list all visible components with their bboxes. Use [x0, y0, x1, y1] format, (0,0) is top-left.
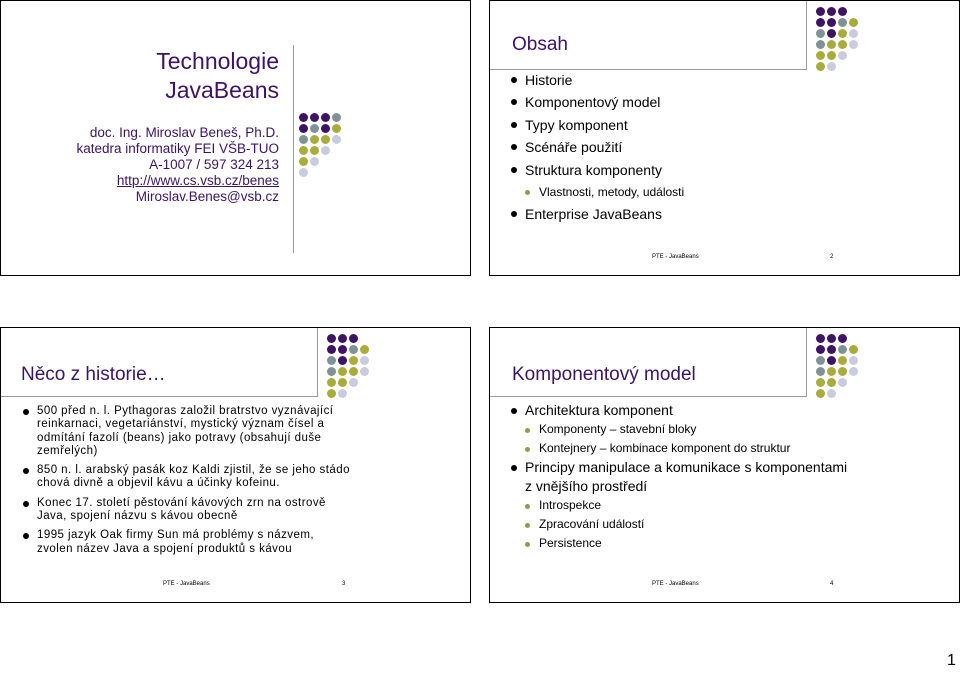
- title-underline: [1, 396, 318, 397]
- title-line-2: JavaBeans: [165, 77, 279, 103]
- decorative-dot: [349, 378, 358, 387]
- decorative-dot: [849, 367, 858, 376]
- list-item: 500 před n. l. Pythagoras založil bratrstvo vyznávající reinkarnaci, vegetariánství, mystický význam čísel a odmítání fazolí (beans) jako potravy (obsahují duše zemřelých): [22, 405, 352, 458]
- slide-title: Něco z historie…: [21, 364, 166, 385]
- decorative-dot: [816, 7, 825, 16]
- history-list: [22, 405, 352, 562]
- decorative-dot: [849, 18, 858, 27]
- decorative-dot: [849, 29, 858, 38]
- decorative-dot: [838, 389, 847, 398]
- list-item: 850 n. l. arabský pasák koz Kaldi zjistil, že se jeho stádo chová divně a objevil kávu a účinky kofeinu.: [22, 464, 352, 491]
- decorative-dot: [332, 113, 341, 122]
- decorative-dot: [327, 367, 336, 376]
- decorative-dot: [849, 389, 858, 398]
- decorative-dot: [332, 135, 341, 144]
- decorative-dot: [310, 157, 319, 166]
- decorative-dot: [360, 389, 369, 398]
- decorative-dot: [327, 334, 336, 343]
- email: Miroslav.Benes@vsb.cz: [135, 189, 279, 204]
- presentation-title: [156, 47, 279, 105]
- decorative-dot: [338, 378, 347, 387]
- slide-3: [0, 327, 471, 603]
- list-subitem: Zpracování událostí: [510, 515, 850, 534]
- decorative-dot: [360, 345, 369, 354]
- decorative-dot: [332, 168, 341, 177]
- decorative-dot: [299, 113, 308, 122]
- slide-footer: PTE - JavaBeans: [163, 581, 210, 587]
- decorative-dot: [838, 367, 847, 376]
- decorative-dot: [838, 51, 847, 60]
- decorative-dot: [849, 345, 858, 354]
- homepage-link[interactable]: http://www.cs.vsb.cz/benes: [116, 173, 279, 188]
- decorative-dot: [838, 345, 847, 354]
- decorative-dot: [327, 356, 336, 365]
- divider-line: [293, 45, 294, 253]
- decorative-dot: [816, 378, 825, 387]
- slide-footer: PTE - JavaBeans: [652, 254, 699, 260]
- decorative-dot: [838, 334, 847, 343]
- decorative-dot: [299, 146, 308, 155]
- decorative-dot: [849, 378, 858, 387]
- list-subitem: Persistence: [510, 534, 850, 553]
- list-subitem: Introspekce: [510, 496, 850, 515]
- decorative-dot: [827, 378, 836, 387]
- decorative-dot: [827, 51, 836, 60]
- decorative-dot: [849, 356, 858, 365]
- slide-2: [489, 0, 960, 276]
- decorative-dot: [349, 356, 358, 365]
- decorative-dot: [849, 51, 858, 60]
- decorative-dot: [849, 334, 858, 343]
- list-item: Principy manipulace a komunikace s komponentami z vnějšího prostředí: [510, 458, 850, 496]
- decorative-dot: [310, 168, 319, 177]
- decorative-dot: [310, 146, 319, 155]
- decorative-dot: [349, 345, 358, 354]
- decorative-dots: [816, 7, 858, 71]
- list-item: Scénáře použití: [510, 136, 684, 158]
- decorative-dot: [816, 345, 825, 354]
- decorative-dot: [338, 334, 347, 343]
- decorative-dot: [321, 113, 330, 122]
- decorative-dot: [838, 356, 847, 365]
- decorative-dot: [349, 389, 358, 398]
- slide-title: Komponentový model: [512, 364, 696, 385]
- decorative-dot: [299, 157, 308, 166]
- decorative-dot: [816, 40, 825, 49]
- contents-list: [510, 69, 684, 226]
- list-subitem: Vlastnosti, metody, události: [510, 181, 684, 203]
- decorative-dot: [338, 389, 347, 398]
- divider-line: [806, 328, 807, 396]
- decorative-dot: [838, 18, 847, 27]
- decorative-dot: [327, 389, 336, 398]
- decorative-dot: [310, 124, 319, 133]
- slide-4: [489, 327, 960, 603]
- decorative-dot: [360, 367, 369, 376]
- divider-line: [317, 328, 318, 396]
- list-subitem: Komponenty – stavební bloky: [510, 420, 850, 439]
- list-subitem: Kontejnery – kombinace komponent do struktur: [510, 439, 850, 458]
- decorative-dot: [816, 356, 825, 365]
- decorative-dot: [332, 157, 341, 166]
- decorative-dot: [849, 7, 858, 16]
- decorative-dot: [321, 135, 330, 144]
- decorative-dot: [827, 367, 836, 376]
- decorative-dot: [321, 124, 330, 133]
- component-model-list: [510, 401, 850, 553]
- slide-footer: PTE - JavaBeans: [652, 581, 699, 587]
- decorative-dot: [827, 389, 836, 398]
- author-name: doc. Ing. Miroslav Beneš, Ph.D.: [89, 125, 279, 140]
- decorative-dot: [321, 157, 330, 166]
- slide-number: 4: [830, 581, 834, 587]
- decorative-dot: [360, 356, 369, 365]
- decorative-dot: [299, 124, 308, 133]
- decorative-dots: [816, 334, 858, 398]
- list-item: 1995 jazyk Oak firmy Sun má problémy s názvem, zvolen název Java a spojení produktů s kávou: [22, 529, 352, 556]
- decorative-dot: [827, 40, 836, 49]
- page-number: 1: [947, 652, 956, 669]
- decorative-dot: [827, 62, 836, 71]
- decorative-dot: [816, 334, 825, 343]
- decorative-dot: [360, 378, 369, 387]
- decorative-dot: [827, 18, 836, 27]
- decorative-dot: [827, 356, 836, 365]
- slide-number: 2: [830, 254, 834, 260]
- decorative-dot: [838, 29, 847, 38]
- decorative-dot: [849, 62, 858, 71]
- decorative-dots: [327, 334, 369, 398]
- decorative-dot: [816, 389, 825, 398]
- decorative-dot: [321, 168, 330, 177]
- list-item: Struktura komponenty: [510, 159, 684, 181]
- decorative-dot: [349, 334, 358, 343]
- decorative-dot: [827, 7, 836, 16]
- decorative-dot: [827, 29, 836, 38]
- decorative-dot: [816, 62, 825, 71]
- decorative-dot: [360, 334, 369, 343]
- decorative-dot: [816, 29, 825, 38]
- list-item: Historie: [510, 69, 684, 91]
- decorative-dot: [338, 367, 347, 376]
- decorative-dot: [310, 135, 319, 144]
- list-item: Architektura komponent: [510, 401, 850, 420]
- author-info: [76, 125, 279, 205]
- decorative-dots: [299, 113, 341, 177]
- decorative-dot: [338, 345, 347, 354]
- decorative-dot: [838, 40, 847, 49]
- decorative-dot: [349, 367, 358, 376]
- decorative-dot: [327, 345, 336, 354]
- list-item: Typy komponent: [510, 114, 684, 136]
- decorative-dot: [321, 146, 330, 155]
- decorative-dot: [816, 367, 825, 376]
- title-line-1: Technologie: [156, 48, 279, 74]
- office: A-1007 / 597 324 213: [149, 157, 279, 172]
- decorative-dot: [816, 51, 825, 60]
- decorative-dot: [332, 146, 341, 155]
- decorative-dot: [332, 124, 341, 133]
- title-underline: [490, 396, 807, 397]
- divider-line: [806, 1, 807, 69]
- list-item: Komponentový model: [510, 91, 684, 113]
- slide-number: 3: [342, 581, 346, 587]
- slide-title: Obsah: [512, 34, 568, 55]
- decorative-dot: [299, 135, 308, 144]
- decorative-dot: [816, 18, 825, 27]
- slide-1: [0, 0, 471, 276]
- list-item: Enterprise JavaBeans: [510, 203, 684, 225]
- decorative-dot: [310, 113, 319, 122]
- list-item: Konec 17. století pěstování kávových zrn na ostrově Java, spojení názvu s kávou obecně: [22, 497, 352, 524]
- decorative-dot: [838, 378, 847, 387]
- decorative-dot: [838, 7, 847, 16]
- decorative-dot: [299, 168, 308, 177]
- decorative-dot: [827, 345, 836, 354]
- decorative-dot: [838, 62, 847, 71]
- decorative-dot: [338, 356, 347, 365]
- decorative-dot: [327, 378, 336, 387]
- decorative-dot: [849, 40, 858, 49]
- decorative-dot: [827, 334, 836, 343]
- department: katedra informatiky FEI VŠB-TUO: [76, 141, 279, 156]
